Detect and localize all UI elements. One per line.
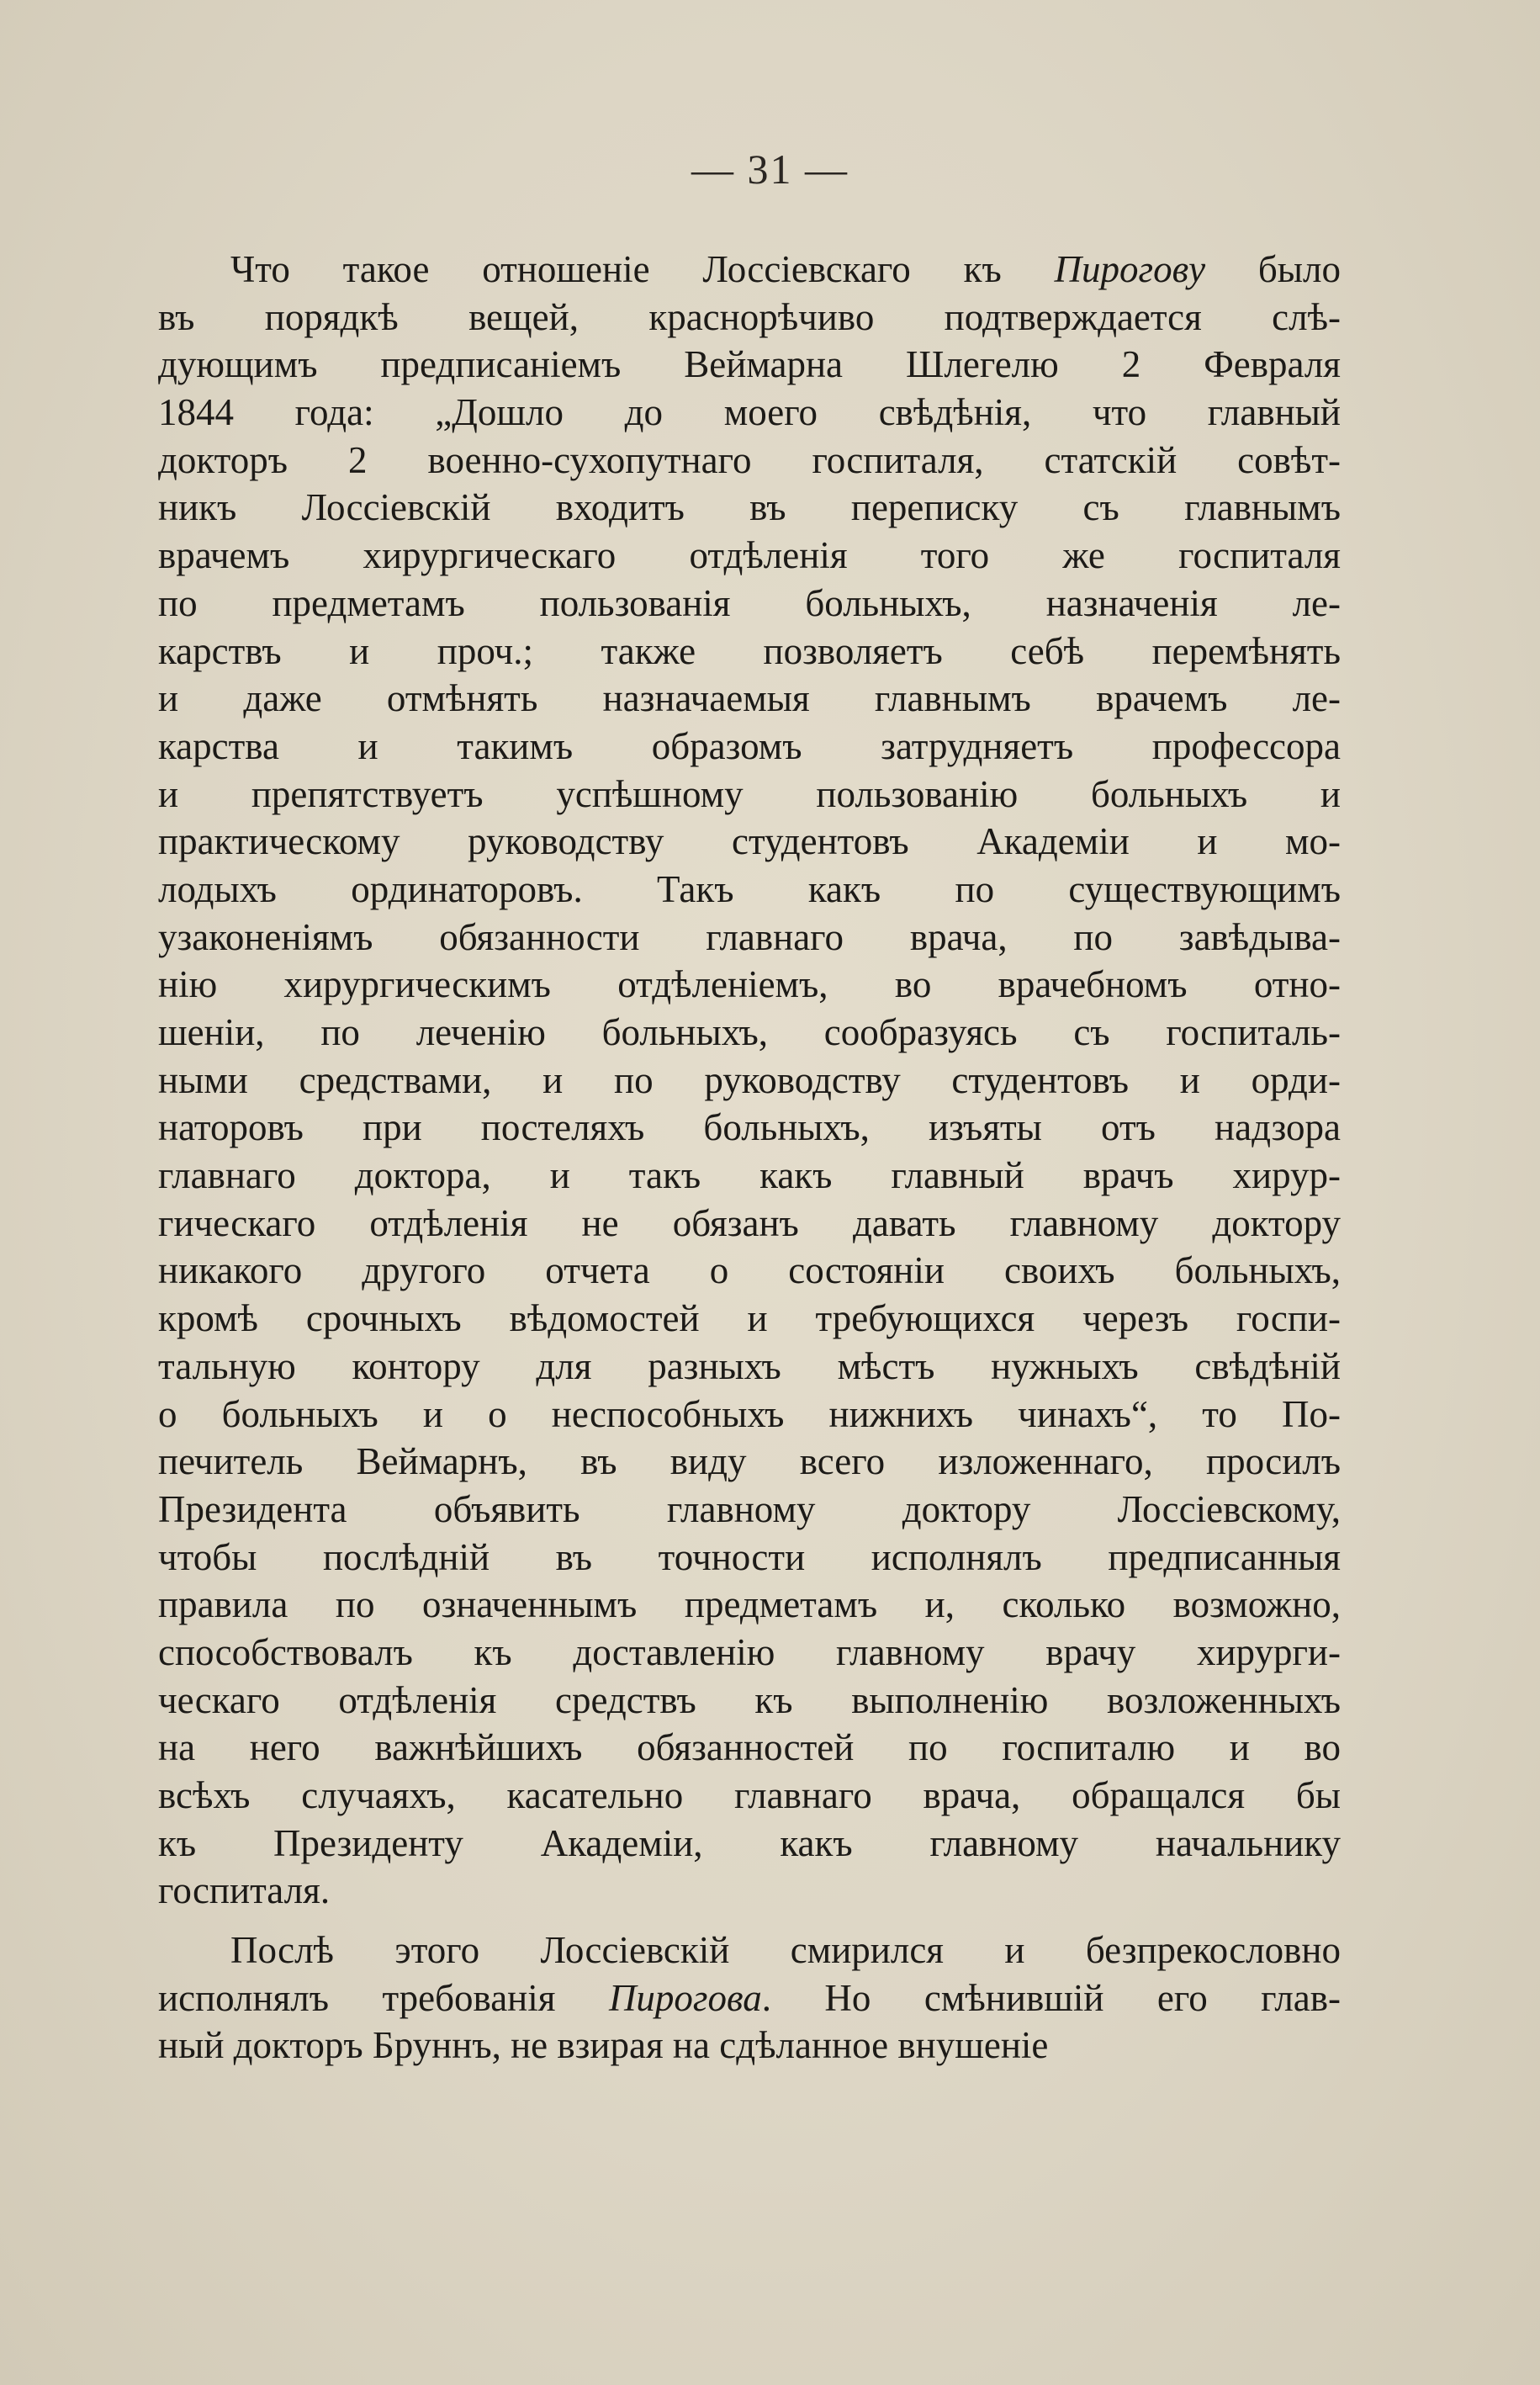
text-segment: къ Президенту Академіи, какъ главному начальнику xyxy=(158,1821,1341,1864)
text-segment: карствъ и проч.; также позволяетъ себѣ перемѣнять xyxy=(158,629,1341,672)
text-segment: о больныхъ и о неспособныхъ нижнихъ чинахъ“, то По- xyxy=(158,1392,1341,1435)
italic-name: Пирогову xyxy=(1054,248,1206,290)
text-segment: печитель Веймарнъ, въ виду всего изложеннаго, просилъ xyxy=(158,1440,1341,1483)
text-line xyxy=(158,1486,1341,1534)
text-segment: Что такое отношеніе Лоссіевскаго къ xyxy=(230,248,1055,290)
text-line xyxy=(158,341,1341,389)
text-segment: нію хирургическимъ отдѣленіемъ, во врачебномъ отно- xyxy=(158,963,1341,1006)
text-line xyxy=(158,914,1341,962)
text-segment: тальную контору для разныхъ мѣстъ нужныхъ свѣдѣній xyxy=(158,1344,1341,1387)
text-segment: шеніи, по леченію больныхъ, сообразуясь съ госпиталь- xyxy=(158,1011,1341,1053)
text-segment: . Но смѣнившій его глав- xyxy=(761,1976,1341,2019)
text-segment: и даже отмѣнять назначаемыя главнымъ врачемъ ле- xyxy=(158,677,1341,720)
paragraph xyxy=(158,1927,1341,2070)
text-segment: дующимъ предписаніемъ Веймарна Шлегелю 2 Февраля xyxy=(158,343,1341,386)
text-line xyxy=(158,1200,1341,1248)
text-line xyxy=(158,961,1341,1009)
paragraph-gap xyxy=(158,1915,1341,1927)
text-line xyxy=(158,1974,1341,2022)
page-number: — 31 — xyxy=(691,146,849,193)
text-segment: практическому руководству студентовъ Академіи и мо- xyxy=(158,820,1341,863)
text-segment: всѣхъ случаяхъ, касательно главнаго врача, обращался бы xyxy=(158,1774,1341,1816)
paragraph xyxy=(158,246,1341,1915)
text-segment: узаконеніямъ обязанности главнаго врача, по завѣдыва- xyxy=(158,915,1341,958)
text-line xyxy=(158,484,1341,532)
text-segment: по предметамъ пользованія больныхъ, назначенія ле- xyxy=(158,581,1341,624)
text-line xyxy=(158,1295,1341,1343)
text-segment: кромѣ срочныхъ вѣдомостей и требующихся черезъ госпи- xyxy=(158,1297,1341,1340)
text-segment: на него важнѣйшихъ обязанностей по госпиталю и во xyxy=(158,1726,1341,1769)
text-segment: было xyxy=(1205,248,1341,290)
text-line xyxy=(158,1247,1341,1295)
text-line xyxy=(158,294,1341,342)
text-line xyxy=(158,628,1341,676)
text-segment: наторовъ при постеляхъ больныхъ, изъяты отъ надзора xyxy=(158,1106,1341,1149)
text-line xyxy=(158,1677,1341,1725)
text-segment: и препятствуетъ успѣшному пользованію больныхъ и xyxy=(158,772,1341,815)
text-line xyxy=(158,1629,1341,1677)
text-line xyxy=(158,1438,1341,1486)
text-segment: способствовалъ къ доставленію главному врачу хирурги- xyxy=(158,1630,1341,1673)
text-segment: исполнялъ требованія xyxy=(158,1976,609,2019)
text-line xyxy=(158,389,1341,437)
text-segment: карства и такимъ образомъ затрудняетъ профессора xyxy=(158,724,1341,767)
text-line xyxy=(158,1057,1341,1105)
text-line xyxy=(158,675,1341,723)
text-segment: госпиталя. xyxy=(158,1869,331,1912)
text-line xyxy=(158,818,1341,866)
text-line xyxy=(158,1867,1341,1915)
text-line xyxy=(158,723,1341,771)
text-line xyxy=(158,437,1341,485)
text-segment: никъ Лоссіевскій входитъ въ переписку съ главнымъ xyxy=(158,486,1341,529)
text-segment: 1844 года: „Дошло до моего свѣдѣнія, что главный xyxy=(158,391,1341,434)
text-line xyxy=(158,2022,1341,2070)
text-line xyxy=(158,532,1341,580)
text-line xyxy=(158,1927,1341,1974)
text-line xyxy=(158,1534,1341,1582)
text-line xyxy=(158,1343,1341,1391)
text-segment: чтобы послѣдній въ точности исполнялъ предписанныя xyxy=(158,1535,1341,1578)
text-line xyxy=(158,1820,1341,1868)
text-line xyxy=(158,1104,1341,1152)
text-line xyxy=(158,1581,1341,1629)
text-line xyxy=(158,1724,1341,1772)
text-segment: ческаго отдѣленія средствъ къ выполненію возложенныхъ xyxy=(158,1678,1341,1721)
text-segment: въ порядкѣ вещей, краснорѣчиво подтверждается слѣ- xyxy=(158,295,1341,338)
body-text xyxy=(158,246,1341,2070)
text-segment: никакого другого отчета о состояніи своихъ больныхъ, xyxy=(158,1249,1341,1292)
text-line xyxy=(158,866,1341,914)
text-segment: гическаго отдѣленія не обязанъ давать главному доктору xyxy=(158,1201,1341,1244)
text-line xyxy=(158,246,1341,294)
text-line xyxy=(158,1152,1341,1200)
text-segment: Послѣ этого Лоссіевскій смирился и безпрекословно xyxy=(230,1929,1341,1972)
text-segment: врачемъ хирургическаго отдѣленія того же госпиталя xyxy=(158,534,1341,577)
text-segment: правила по означеннымъ предметамъ и, сколько возможно, xyxy=(158,1583,1341,1626)
text-line xyxy=(158,1391,1341,1439)
text-line xyxy=(158,1772,1341,1820)
text-line xyxy=(158,580,1341,628)
text-segment: докторъ 2 военно-сухопутнаго госпиталя, статскій совѣт- xyxy=(158,438,1341,481)
italic-name: Пирогова xyxy=(608,1976,762,2019)
text-segment: главнаго доктора, и такъ какъ главный врачъ хирур- xyxy=(158,1154,1341,1197)
text-segment: ными средствами, и по руководству студентовъ и орди- xyxy=(158,1058,1341,1101)
text-segment: лодыхъ ординаторовъ. Такъ какъ по существующимъ xyxy=(158,867,1341,910)
text-line xyxy=(158,771,1341,819)
text-segment: ный докторъ Бруннъ, не взирая на сдѣланное внушеніе xyxy=(158,2024,1049,2067)
text-segment: Президента объявить главному доктору Лоссіевскому, xyxy=(158,1487,1341,1530)
text-line xyxy=(158,1009,1341,1057)
